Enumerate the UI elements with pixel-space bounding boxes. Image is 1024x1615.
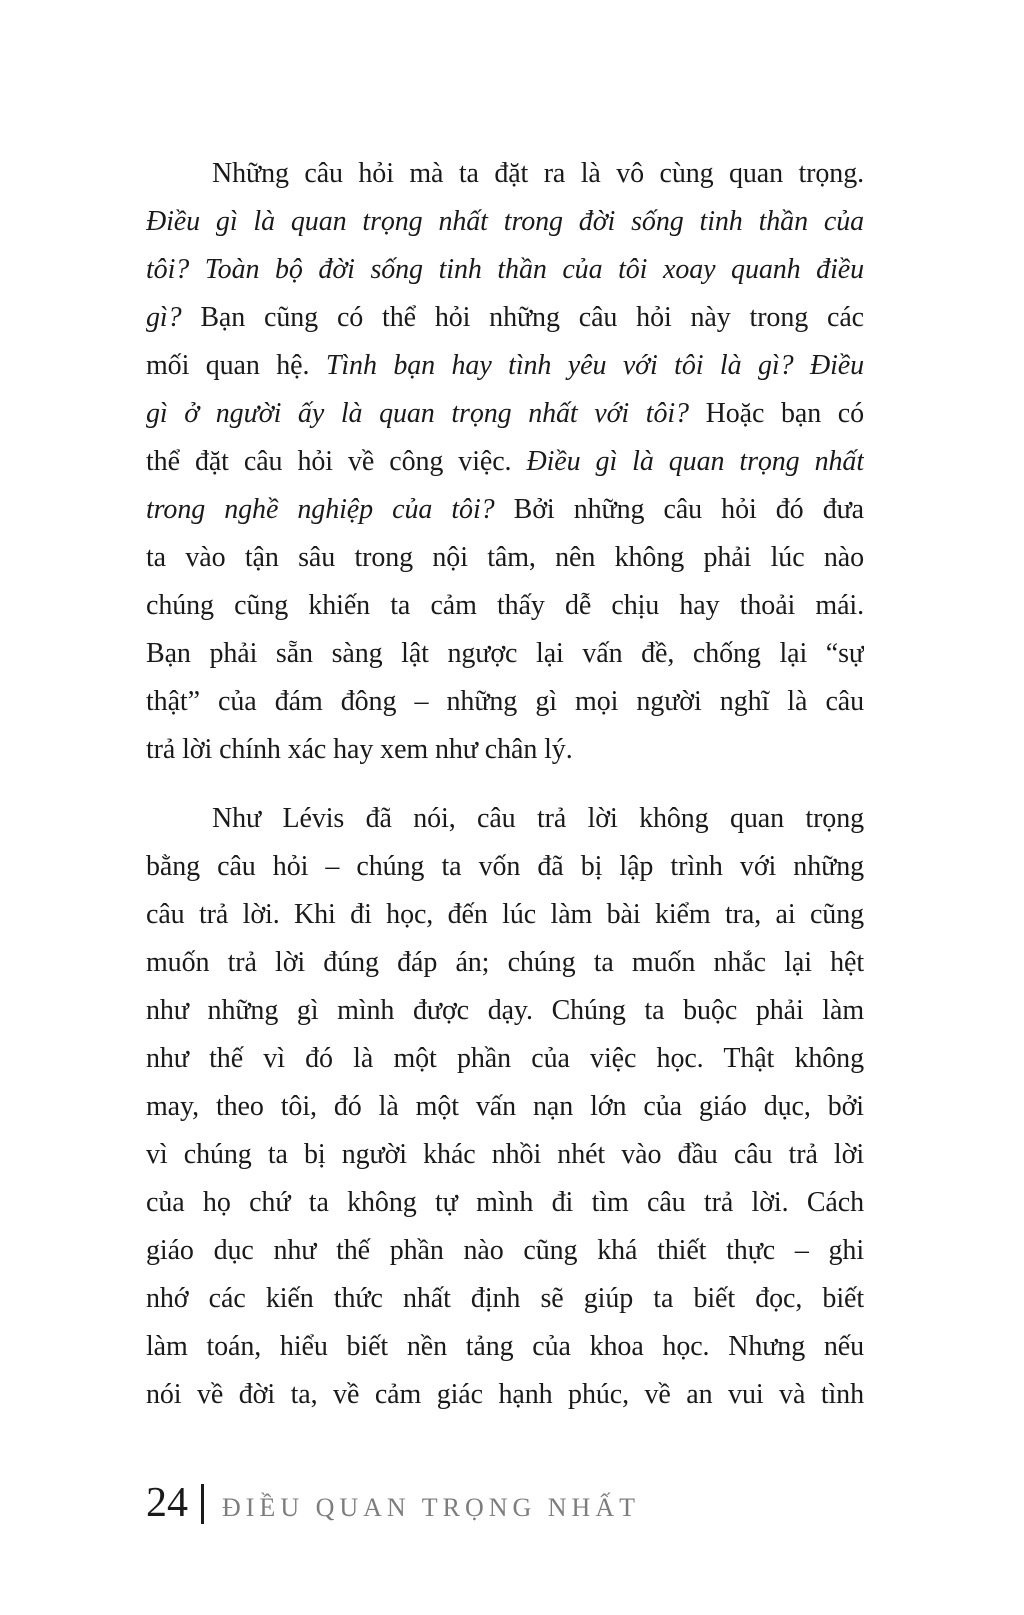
page-number: 24 bbox=[146, 1480, 188, 1526]
text-line bbox=[146, 939, 864, 987]
text-line bbox=[146, 1179, 864, 1227]
text-line bbox=[146, 1371, 864, 1419]
text-line bbox=[146, 1035, 864, 1083]
text-segment: làm toán, hiểu biết nền tảng của khoa học. Nhưng nếu bbox=[146, 1331, 864, 1362]
text-line bbox=[146, 843, 864, 891]
text-segment: Những câu hỏi mà ta đặt ra là vô cùng quan trọng. bbox=[212, 158, 864, 189]
text-line bbox=[146, 390, 864, 438]
text-segment: câu trả lời. Khi đi học, đến lúc làm bài kiểm tra, ai cũng bbox=[146, 899, 864, 930]
text-segment: vì chúng ta bị người khác nhồi nhét vào đầu câu trả lời bbox=[146, 1139, 864, 1170]
text-segment: nói về đời ta, về cảm giác hạnh phúc, về an vui và tình bbox=[146, 1379, 864, 1410]
text-line bbox=[146, 582, 864, 630]
text-line bbox=[146, 678, 864, 726]
text-segment: trả lời chính xác hay xem như chân lý. bbox=[146, 734, 573, 765]
text-line bbox=[146, 438, 864, 486]
text-line bbox=[146, 486, 864, 534]
text-line bbox=[146, 198, 864, 246]
text-segment: của họ chứ ta không tự mình đi tìm câu trả lời. Cách bbox=[146, 1187, 864, 1218]
text-segment: như những gì mình được dạy. Chúng ta buộc phải làm bbox=[146, 995, 864, 1026]
italic-text-segment: Điều gì là quan trọng nhất bbox=[526, 446, 864, 477]
text-segment: như thế vì đó là một phần của việc học. Thật không bbox=[146, 1043, 864, 1074]
text-line bbox=[146, 342, 864, 390]
footer-divider bbox=[201, 1484, 204, 1524]
text-line bbox=[146, 1275, 864, 1323]
text-line bbox=[146, 246, 864, 294]
text-segment: Bạn phải sẵn sàng lật ngược lại vấn đề, chống lại “sự bbox=[146, 638, 864, 669]
text-segment: thể đặt câu hỏi về công việc. bbox=[146, 446, 527, 477]
running-title: ĐIỀU QUAN TRỌNG NHẤT bbox=[222, 1493, 640, 1522]
text-line bbox=[146, 534, 864, 582]
italic-text-segment: tôi? Toàn bộ đời sống tinh thần của tôi xoay quanh điều bbox=[146, 254, 864, 285]
text-segment: giáo dục như thế phần nào cũng khá thiết thực – ghi bbox=[146, 1235, 864, 1266]
text-segment: Bởi những câu hỏi đó đưa bbox=[513, 494, 864, 525]
text-segment: thật” của đám đông – những gì mọi người nghĩ là câu bbox=[146, 686, 864, 717]
text-segment: may, theo tôi, đó là một vấn nạn lớn của giáo dục, bởi bbox=[146, 1091, 864, 1122]
text-segment: bằng câu hỏi – chúng ta vốn đã bị lập trình với những bbox=[146, 851, 864, 882]
text-line bbox=[146, 630, 864, 678]
text-segment: Như Lévis đã nói, câu trả lời không quan trọng bbox=[212, 803, 864, 834]
italic-text-segment: Điều gì là quan trọng nhất trong đời sống tinh thần của bbox=[146, 206, 864, 237]
text-line bbox=[146, 726, 864, 774]
text-line bbox=[146, 1323, 864, 1371]
italic-text-segment: gì? bbox=[146, 302, 201, 333]
text-segment: chúng cũng khiến ta cảm thấy dễ chịu hay thoải mái. bbox=[146, 590, 864, 621]
text-segment: Hoặc bạn có bbox=[705, 398, 864, 429]
text-segment: muốn trả lời đúng đáp án; chúng ta muốn nhắc lại hệt bbox=[146, 947, 864, 978]
text-line bbox=[146, 294, 864, 342]
text-segment: ta vào tận sâu trong nội tâm, nên không phải lúc nào bbox=[146, 542, 864, 573]
text-line bbox=[146, 795, 864, 843]
paragraph-2 bbox=[146, 795, 864, 1419]
text-line bbox=[146, 150, 864, 198]
italic-text-segment: trong nghề nghiệp của tôi? bbox=[146, 494, 514, 525]
text-line bbox=[146, 1227, 864, 1275]
paragraph-1 bbox=[146, 150, 864, 774]
text-line bbox=[146, 987, 864, 1035]
italic-text-segment: Tình bạn hay tình yêu với tôi là gì? Điều bbox=[325, 350, 864, 381]
text-segment: nhớ các kiến thức nhất định sẽ giúp ta biết đọc, biết bbox=[146, 1283, 864, 1314]
text-segment: Bạn cũng có thể hỏi những câu hỏi này trong các bbox=[200, 302, 864, 333]
text-line bbox=[146, 891, 864, 939]
italic-text-segment: gì ở người ấy là quan trọng nhất với tôi? bbox=[146, 398, 706, 429]
text-line bbox=[146, 1131, 864, 1179]
text-segment: mối quan hệ. bbox=[146, 350, 326, 381]
text-line bbox=[146, 1083, 864, 1131]
page-footer bbox=[146, 1476, 640, 1524]
body-text bbox=[146, 150, 864, 1440]
